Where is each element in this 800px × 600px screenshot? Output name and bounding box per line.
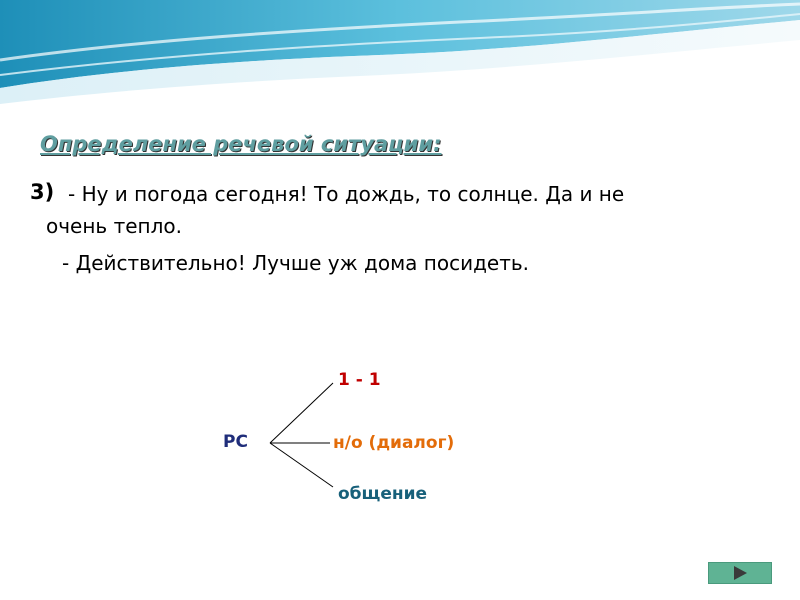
- diagram-branch-middle: н/о (диалог): [333, 433, 455, 453]
- dialogue-line-2: очень тепло.: [46, 214, 182, 238]
- dialogue-line-3: - Действительно! Лучше уж дома посидеть.: [62, 251, 530, 275]
- diagram-branch-bottom: общение: [338, 484, 428, 504]
- next-slide-button[interactable]: [708, 562, 772, 584]
- branch-line-top: [270, 383, 333, 443]
- slide-title: Определение речевой ситуации:: [40, 132, 442, 156]
- branch-line-bottom: [270, 443, 333, 487]
- item-number: 3): [30, 180, 55, 204]
- dialogue-line-1: - Ну и погода сегодня! То дождь, то солнце. Да и не: [68, 182, 625, 206]
- diagram-branch-top: 1 - 1: [338, 370, 381, 390]
- play-triangle-icon: [734, 566, 747, 580]
- diagram-root-label: РС: [223, 432, 248, 452]
